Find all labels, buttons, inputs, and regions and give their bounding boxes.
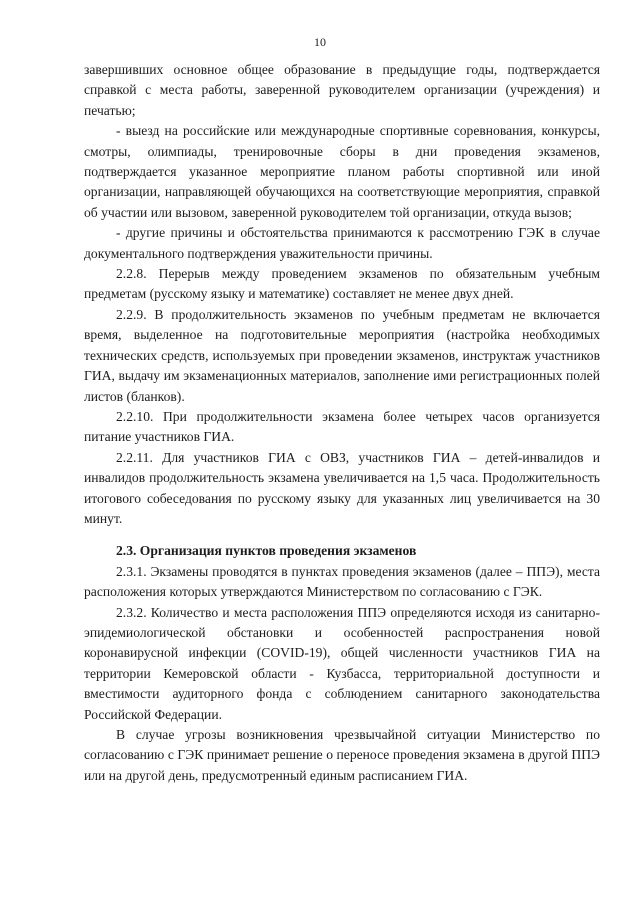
page-content	[84, 60, 600, 786]
paragraph-emergency: В случае угрозы возникновения чрезвычайной ситуации Министерство по согласованию с ГЭК принимает решение о переносе проведения экзамена в другой ППЭ или на другой день, предусмотренный единым расписанием ГИА.	[84, 727, 600, 783]
page-number: 10	[314, 35, 326, 49]
paragraph-2-2-8: 2.2.8. Перерыв между проведением экзаменов по обязательным учебным предметам (русскому языку и математике) составляет не менее двух дней.	[84, 266, 600, 302]
section-gap	[84, 529, 600, 541]
paragraph-other-reasons: - другие причины и обстоятельства принимаются к рассмотрению ГЭК в случае документального подтверждения уважительности причины.	[84, 225, 600, 261]
section-heading: 2.3. Организация пунктов проведения экзаменов	[116, 543, 417, 559]
paragraph-2-3-1: 2.3.1. Экзамены проводятся в пунктах проведения экзаменов (далее – ППЭ), места расположения которых утверждаются Министерством по согласованию с ГЭК.	[84, 563, 600, 600]
paragraph-2-2-10: 2.2.10. При продолжительности экзамена более четырех часов организуется питание участников ГИА.	[84, 408, 600, 445]
paragraph-sports-trip: - выезд на российские или международные спортивные соревнования, конкурсы, смотры, олимпиады, тренировочные сборы в дни проведения экзаменов, подтверждается указанное мероприятие планом работы спортивной или иной организации, направляющей обучающихся на соответствующие мероприятия, справкой об участии или вызовом, заверенной руководителем той организации, откуда вызов;	[84, 123, 600, 220]
paragraph-continuation: завершивших основное общее образование в предыдущие годы, подтверждается справкой с места работы, заверенной руководителем организации (учреждения) и печатью;	[84, 62, 600, 118]
paragraph-2-2-11: 2.2.11. Для участников ГИА с ОВЗ, участников ГИА – детей-инвалидов и инвалидов продолжительность экзамена увеличивается на 1,5 часа. Продолжительность итогового собеседования по русскому языку для указанных лиц увеличивается на 30 минут.	[84, 449, 600, 526]
paragraph-2-2-9: 2.2.9. В продолжительность экзаменов по учебным предметам не включается время, выделенное на подготовительные мероприятия (настройка необходимых технических средств, используемых при проведении экзаменов, инструктаж участников ГИА, выдачу им экзаменационных материалов, заполнение ими регистрационных полей листов (бланков).	[84, 306, 600, 404]
paragraph-2-3-2: 2.3.2. Количество и места расположения ППЭ определяются исходя из санитарно-эпидемиологической обстановки и особенностей распространения новой коронавирусной инфекции (COVID-19), общей численности участников ГИА на территории Кемеровской области - Кузбасса, территориальной доступности и вместимости аудиторного фонда с соблюдением санитарного законодательства Российской Федерации.	[84, 604, 600, 722]
